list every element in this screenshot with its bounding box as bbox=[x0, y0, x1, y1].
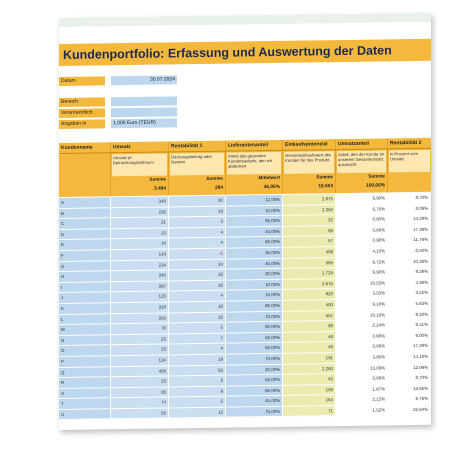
cell-umsatz[interactable]: 53 bbox=[111, 408, 169, 419]
datum-label: Datum bbox=[59, 76, 105, 86]
cell-rentabilitaet-1[interactable]: 55 bbox=[169, 365, 226, 376]
cell-einkaufspotenzial[interactable]: 22 bbox=[283, 215, 336, 226]
cell-umsatzanteil[interactable]: 0,66% bbox=[336, 225, 388, 236]
cell-einkaufspotenzial[interactable]: 42 bbox=[283, 374, 336, 385]
cell-rentabilitaet-2[interactable]: 11,76% bbox=[388, 235, 431, 246]
cell-rentabilitaet-1[interactable]: 22 bbox=[169, 312, 226, 323]
cell-rentabilitaet-1[interactable]: 12 bbox=[169, 408, 226, 419]
cell-einkaufspotenzial[interactable]: 98 bbox=[283, 321, 336, 332]
cell-lieferantenanteil[interactable]: 10,00% bbox=[226, 280, 283, 291]
cell-umsatzanteil[interactable]: 9,18% bbox=[336, 299, 388, 310]
cell-umsatzanteil[interactable]: 3,53% bbox=[336, 289, 388, 300]
cell-lieferantenanteil[interactable]: 40,00% bbox=[226, 258, 283, 269]
cell-lieferantenanteil[interactable]: 45,00% bbox=[226, 396, 283, 407]
cell-rentabilitaet-2[interactable]: 12,06% bbox=[388, 362, 431, 373]
cell-umsatz[interactable]: 456 bbox=[111, 366, 169, 377]
cell-rentabilitaet-1[interactable]: 4 bbox=[169, 291, 226, 302]
cell-lieferantenanteil[interactable]: 70,00% bbox=[226, 311, 283, 322]
col-name: Kundenname bbox=[61, 144, 93, 151]
cell-einkaufspotenzial[interactable]: 400 bbox=[283, 300, 336, 311]
cell-kundenname[interactable]: P bbox=[59, 356, 111, 367]
cell-lieferantenanteil[interactable]: 20,00% bbox=[226, 364, 283, 375]
cell-umsatz[interactable]: 134 bbox=[111, 355, 169, 366]
cell-rentabilitaet-2[interactable]: 6,41% bbox=[388, 320, 431, 331]
col-desc: Anteil des gesamten Kundenbedarfs, den wir abdecken. bbox=[227, 152, 281, 175]
col-name: Rentabilität 2 bbox=[390, 139, 422, 147]
cell-kundenname[interactable]: N bbox=[59, 335, 111, 346]
cell-umsatz[interactable]: 23 bbox=[111, 228, 169, 239]
cell-einkaufspotenzial[interactable]: 409 bbox=[283, 247, 336, 258]
cell-rentabilitaet-2[interactable]: 13,85% bbox=[388, 383, 431, 394]
cell-kundenname[interactable]: J bbox=[59, 293, 111, 304]
cell-lieferantenanteil[interactable]: 50,00% bbox=[226, 343, 283, 354]
cell-rentabilitaet-2[interactable]: 6,76% bbox=[388, 394, 431, 405]
cell-umsatzanteil[interactable]: 10,19% bbox=[336, 310, 388, 321]
cell-kundenname[interactable]: O bbox=[59, 346, 111, 357]
cell-lieferantenanteil[interactable]: 70,00% bbox=[226, 354, 283, 365]
cell-kundenname[interactable]: T bbox=[59, 399, 111, 410]
cell-rentabilitaet-2[interactable]: 17,39% bbox=[388, 225, 431, 236]
cell-einkaufspotenzial[interactable]: 585 bbox=[283, 258, 336, 269]
col-desc: Deckungsbeitrag oder Gewinn bbox=[170, 153, 224, 176]
cell-rentabilitaet-1[interactable]: 4 bbox=[169, 227, 226, 238]
angaben-label: Angaben in bbox=[59, 119, 105, 129]
col-header-kundenname[interactable] bbox=[59, 142, 111, 197]
cell-umsatzanteil[interactable]: 2,24% bbox=[336, 321, 388, 332]
cell-umsatz[interactable]: 74 bbox=[111, 398, 169, 409]
cell-umsatz[interactable]: 235 bbox=[111, 207, 169, 218]
cell-umsatz[interactable]: 65 bbox=[111, 387, 169, 398]
cell-rentabilitaet-2[interactable]: 4,36% bbox=[388, 278, 431, 289]
col-sum-value: 46,95% bbox=[263, 184, 280, 191]
col-header-umsatz[interactable] bbox=[111, 141, 169, 196]
cell-umsatz[interactable]: 367 bbox=[111, 281, 169, 292]
cell-lieferantenanteil[interactable]: 80,00% bbox=[226, 322, 283, 333]
angaben-value-cell[interactable]: 1.000 Euro (TEUR) bbox=[111, 118, 177, 128]
cell-kundenname[interactable]: A bbox=[59, 197, 111, 208]
cell-umsatz[interactable]: 345 bbox=[111, 271, 169, 282]
cell-umsatzanteil[interactable]: 1,52% bbox=[336, 405, 388, 416]
cell-rentabilitaet-2[interactable]: 8,70% bbox=[388, 193, 431, 204]
cell-kundenname[interactable]: L bbox=[59, 314, 111, 325]
cell-rentabilitaet-2[interactable]: 14,18% bbox=[388, 352, 431, 363]
col-header-rentabilitaet-1[interactable] bbox=[169, 141, 226, 196]
cell-lieferantenanteil[interactable]: 10,00% bbox=[226, 205, 283, 216]
cell-lieferantenanteil[interactable]: 50,00% bbox=[226, 333, 283, 344]
bereich-value-cell[interactable] bbox=[111, 96, 177, 106]
cell-einkaufspotenzial[interactable]: 46 bbox=[283, 342, 336, 353]
cell-rentabilitaet-2[interactable]: 10,26% bbox=[388, 256, 431, 267]
col-desc: in Prozent vom Umsatz bbox=[389, 150, 430, 173]
cell-rentabilitaet-2[interactable]: 8,70% bbox=[388, 373, 431, 384]
cell-umsatz[interactable]: 123 bbox=[111, 292, 169, 303]
cell-umsatz[interactable]: 34 bbox=[111, 239, 169, 250]
cell-rentabilitaet-1[interactable]: 16 bbox=[169, 280, 226, 291]
cell-umsatz[interactable]: 23 bbox=[111, 345, 169, 356]
bereich-label: Bereich: bbox=[59, 97, 105, 107]
cell-einkaufspotenzial[interactable]: 507 bbox=[283, 311, 336, 322]
table-header bbox=[59, 138, 431, 197]
cell-umsatzanteil[interactable]: 9,90% bbox=[336, 268, 388, 279]
cell-kundenname[interactable]: U bbox=[59, 409, 111, 420]
col-name: Einkaufspotenzial bbox=[285, 141, 328, 148]
col-header-lieferantenanteil[interactable] bbox=[226, 140, 283, 195]
cell-kundenname[interactable]: Q bbox=[59, 367, 111, 378]
col-name: Lieferantenanteil bbox=[228, 142, 269, 149]
col-sum-label: Summe bbox=[206, 175, 223, 181]
cell-umsatz[interactable]: 23 bbox=[111, 334, 169, 345]
cell-rentabilitaet-1[interactable]: -5 bbox=[169, 249, 226, 260]
cell-umsatzanteil[interactable]: 4,10% bbox=[336, 246, 388, 257]
cell-einkaufspotenzial[interactable]: 2.350 bbox=[283, 205, 336, 216]
cell-kundenname[interactable]: C bbox=[59, 218, 111, 229]
cell-einkaufspotenzial[interactable]: 71 bbox=[283, 406, 336, 417]
cell-lieferantenanteil[interactable]: 35,00% bbox=[226, 248, 283, 259]
cell-einkaufspotenzial[interactable]: 1.725 bbox=[283, 268, 336, 279]
cell-kundenname[interactable]: S bbox=[59, 388, 111, 399]
cell-rentabilitaet-1[interactable]: 2 bbox=[169, 376, 226, 387]
cell-umsatzanteil[interactable]: 2,12% bbox=[336, 395, 388, 406]
cell-umsatzanteil[interactable]: 10,53% bbox=[336, 278, 388, 289]
col-sum-value: 3.484 bbox=[153, 186, 166, 192]
cell-rentabilitaet-2[interactable]: 17,39% bbox=[388, 341, 431, 352]
cell-umsatzanteil[interactable]: 6,72% bbox=[336, 257, 388, 268]
cell-umsatz[interactable]: 234 bbox=[111, 260, 169, 271]
col-name: Rentabilität 1 bbox=[171, 142, 203, 150]
cell-rentabilitaet-2[interactable]: 8,09% bbox=[388, 203, 431, 214]
cell-rentabilitaet-2[interactable]: 9,28% bbox=[388, 267, 431, 278]
cell-lieferantenanteil[interactable]: 60,00% bbox=[226, 386, 283, 397]
cell-lieferantenanteil[interactable]: 12,00% bbox=[226, 195, 283, 206]
cell-lieferantenanteil[interactable]: 95,00% bbox=[226, 216, 283, 227]
cell-umsatz[interactable]: 78 bbox=[111, 324, 169, 335]
cell-rentabilitaet-2[interactable]: 6,00% bbox=[388, 331, 431, 342]
cell-rentabilitaet-1[interactable]: 19 bbox=[169, 206, 226, 217]
cell-umsatz[interactable]: 320 bbox=[111, 302, 169, 313]
col-name: Umsatzanteil bbox=[338, 140, 369, 148]
datum-value-cell[interactable]: 30.07.2024 bbox=[111, 75, 177, 85]
cell-umsatz[interactable]: 23 bbox=[111, 377, 169, 388]
cell-rentabilitaet-1[interactable]: 5 bbox=[169, 397, 226, 408]
sheet-top-band bbox=[59, 13, 431, 27]
cell-rentabilitaet-1[interactable]: 4 bbox=[169, 238, 226, 249]
verantwortlich-label: Verantwortlich: bbox=[59, 108, 105, 118]
cell-lieferantenanteil[interactable]: 80,00% bbox=[226, 301, 283, 312]
cell-umsatzanteil[interactable]: 6,75% bbox=[336, 204, 388, 215]
col-header-umsatzanteil[interactable] bbox=[336, 138, 388, 193]
col-name: Umsatz bbox=[113, 143, 131, 151]
cell-umsatzanteil[interactable]: 0,66% bbox=[336, 342, 388, 353]
cell-kundenname[interactable]: M bbox=[59, 324, 111, 335]
cell-umsatz[interactable]: 345 bbox=[111, 196, 169, 207]
col-sum-label: Mittelwert bbox=[258, 174, 280, 181]
col-sum-label: Summe bbox=[149, 176, 166, 182]
cell-rentabilitaet-1[interactable]: 3 bbox=[169, 217, 226, 228]
cell-umsatz[interactable]: 143 bbox=[111, 249, 169, 260]
cell-umsatzanteil[interactable]: 1,87% bbox=[336, 384, 388, 395]
cell-rentabilitaet-2[interactable]: 14,29% bbox=[388, 214, 431, 225]
col-desc: Gesamteinkaufswert des Kunden für das Produkt. bbox=[284, 151, 334, 174]
cell-umsatzanteil[interactable]: 13,09% bbox=[336, 363, 388, 374]
cell-lieferantenanteil[interactable]: 75,00% bbox=[226, 407, 283, 418]
cell-einkaufspotenzial[interactable]: 820 bbox=[283, 289, 336, 300]
cell-einkaufspotenzial[interactable]: 3.670 bbox=[283, 279, 336, 290]
cell-rentabilitaet-2[interactable]: 3,25% bbox=[388, 288, 431, 299]
cell-einkaufspotenzial[interactable]: 57 bbox=[283, 237, 336, 248]
cell-umsatzanteil[interactable]: 0,66% bbox=[336, 331, 388, 342]
cell-kundenname[interactable]: F bbox=[59, 250, 111, 261]
cell-umsatzanteil[interactable]: 0,98% bbox=[336, 236, 388, 247]
cell-umsatzanteil[interactable]: 3,85% bbox=[336, 352, 388, 363]
cell-einkaufspotenzial[interactable]: 2.280 bbox=[283, 364, 336, 375]
cell-kundenname[interactable]: B bbox=[59, 208, 111, 219]
cell-rentabilitaet-1[interactable]: 7 bbox=[169, 333, 226, 344]
col-sum-value: 16.553 bbox=[318, 184, 333, 190]
cell-lieferantenanteil[interactable]: 15,00% bbox=[226, 290, 283, 301]
col-desc: Anteil, den der Kunde an unserem Gesamtumsatz ausmacht. bbox=[337, 150, 386, 173]
cell-kundenname[interactable]: H bbox=[59, 271, 111, 282]
cell-kundenname[interactable]: R bbox=[59, 377, 111, 388]
cell-lieferantenanteil[interactable]: 55,00% bbox=[226, 375, 283, 386]
cell-kundenname[interactable]: E bbox=[59, 240, 111, 251]
cell-einkaufspotenzial[interactable]: 68 bbox=[283, 226, 336, 237]
cell-rentabilitaet-1[interactable]: 4 bbox=[169, 344, 226, 355]
col-header-rentabilitaet-2[interactable] bbox=[388, 138, 431, 193]
cell-umsatzanteil[interactable]: 0,60% bbox=[336, 215, 388, 226]
cell-rentabilitaet-2[interactable]: 6,20% bbox=[388, 309, 431, 320]
cell-rentabilitaet-1[interactable]: 9 bbox=[169, 386, 226, 397]
cell-rentabilitaet-1[interactable]: 18 bbox=[169, 302, 226, 313]
cell-rentabilitaet-1[interactable]: 19 bbox=[169, 355, 226, 366]
cell-kundenname[interactable]: I bbox=[59, 282, 111, 293]
col-header-einkaufspotenzial[interactable] bbox=[283, 139, 336, 194]
cell-umsatzanteil[interactable]: 0,66% bbox=[336, 373, 388, 384]
cell-kundenname[interactable]: K bbox=[59, 303, 111, 314]
cell-einkaufspotenzial[interactable]: 191 bbox=[283, 353, 336, 364]
cell-lieferantenanteil[interactable]: 60,00% bbox=[226, 237, 283, 248]
cell-einkaufspotenzial[interactable]: 46 bbox=[283, 332, 336, 343]
table-body bbox=[59, 193, 431, 421]
cell-rentabilitaet-1[interactable]: 30 bbox=[169, 196, 226, 207]
cell-einkaufspotenzial[interactable]: 2.875 bbox=[283, 194, 336, 205]
col-sum-value: 284 bbox=[214, 185, 223, 191]
spreadsheet-sheet bbox=[59, 13, 431, 430]
cell-einkaufspotenzial[interactable]: 108 bbox=[283, 385, 336, 396]
cell-kundenname[interactable]: G bbox=[59, 261, 111, 272]
cell-rentabilitaet-1[interactable]: 24 bbox=[169, 259, 226, 270]
cell-rentabilitaet-2[interactable]: 5,63% bbox=[388, 299, 431, 310]
cell-umsatzanteil[interactable]: 9,90% bbox=[336, 193, 388, 204]
cell-rentabilitaet-1[interactable]: 32 bbox=[169, 270, 226, 281]
col-sum-label: Summe bbox=[368, 173, 385, 179]
sheet-title: Kundenportfolio: Erfassung und Auswertung der Daten bbox=[59, 39, 431, 66]
cell-lieferantenanteil[interactable]: 34,00% bbox=[226, 227, 283, 238]
col-desc: Umsatz je Betrachtungszeitraum bbox=[112, 153, 167, 176]
cell-lieferantenanteil[interactable]: 20,00% bbox=[226, 269, 283, 280]
cell-rentabilitaet-1[interactable]: 5 bbox=[169, 323, 226, 334]
cell-umsatz[interactable]: 355 bbox=[111, 313, 169, 324]
verantwortlich-value-cell[interactable] bbox=[111, 107, 177, 117]
cell-umsatz[interactable]: 21 bbox=[111, 218, 169, 229]
cell-rentabilitaet-2[interactable]: -3,50% bbox=[388, 246, 431, 257]
col-sum-label: Summe bbox=[316, 174, 333, 180]
cell-kundenname[interactable]: D bbox=[59, 229, 111, 240]
cell-rentabilitaet-2[interactable]: 22,64% bbox=[388, 405, 431, 416]
col-sum-value: 100,00% bbox=[366, 183, 385, 189]
cell-einkaufspotenzial[interactable]: 164 bbox=[283, 395, 336, 406]
